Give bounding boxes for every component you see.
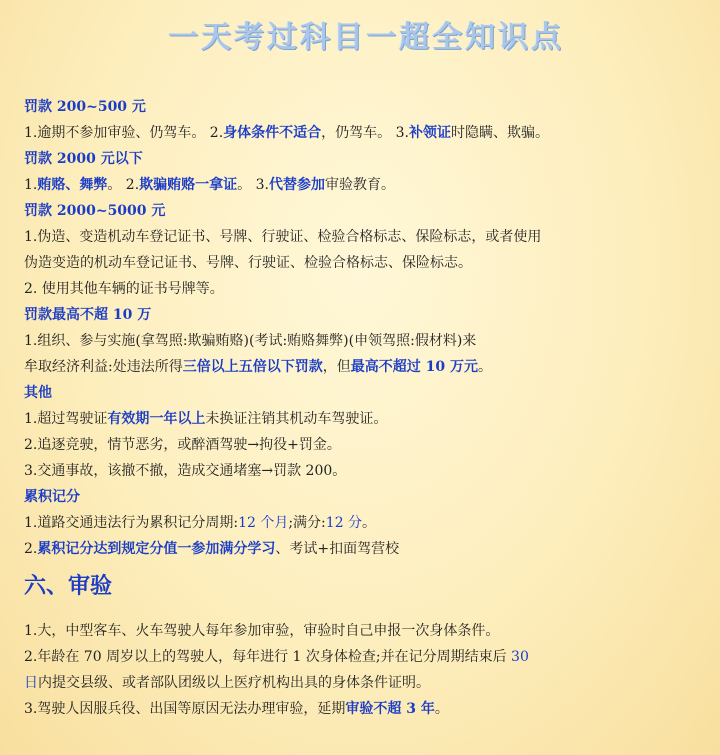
text-line <box>24 328 708 354</box>
text-line <box>24 224 708 250</box>
highlight-text: 12 分 <box>325 515 363 531</box>
spacer <box>24 610 708 618</box>
highlight-text: 累积记分达到规定分值一参加满分学习 <box>37 541 276 557</box>
content <box>24 94 708 722</box>
body-text: ，仍驾车。 3. <box>321 125 409 141</box>
body-text: 。 <box>434 701 449 717</box>
body-text: 3.驾驶人因服兵役、出国等原因无法办理审验，延期 <box>24 701 346 717</box>
page-title: 一天考过科目一超全知识点 <box>168 20 564 55</box>
body-text: ，但 <box>322 359 351 375</box>
highlight-text: 三倍以上五倍以下罚款 <box>182 359 323 375</box>
body-text: ;满分: <box>288 515 326 531</box>
body-text: 牟取经济利益:处违法所得 <box>24 359 183 375</box>
body-text: 审验教育。 <box>324 177 395 193</box>
body-text: 。 <box>477 359 492 375</box>
highlight-text: 日 <box>24 675 38 691</box>
body-text: 伪造变造的机动车登记证书、号牌、行驶证、检验合格标志、保险标志。 <box>24 255 472 271</box>
text-line <box>24 670 708 696</box>
highlight-text: 30 <box>511 649 529 665</box>
text-line <box>24 644 708 670</box>
section-heading: 罚款 2000~5000 元 <box>24 203 166 219</box>
body-text: 。 <box>362 515 377 531</box>
body-text: 1.逾期不参加审验、仍驾车。 2. <box>24 125 224 141</box>
text-line <box>24 696 708 722</box>
section-heading: 累积记分 <box>24 489 80 505</box>
body-text: 2.追逐竞驶，情节恶劣，或醉酒驾驶→拘役+罚金。 <box>24 437 341 453</box>
body-text: 1.组织、参与实施(拿驾照:欺骗贿赂)(考试:贿赂舞弊)(申领驾照:假材料)来 <box>24 333 477 349</box>
body-text: 1.道路交通违法行为累积记分周期: <box>24 515 239 531</box>
highlight-text: 补领证 <box>408 125 451 141</box>
body-text: 时隐瞒、欺骗。 <box>450 125 549 141</box>
text-line <box>24 618 708 644</box>
highlight-text: 身体条件不适合 <box>223 125 322 141</box>
body-text: 2.年龄在 70 周岁以上的驾驶人，每年进行 1 次身体检查;并在记分周期结束后 <box>24 649 512 665</box>
highlight-text: 审验不超 3 年 <box>345 701 435 717</box>
highlight-text: 贿赂、舞弊 <box>37 177 108 193</box>
text-line <box>24 276 708 302</box>
text-line <box>24 510 708 536</box>
text-line <box>24 354 708 380</box>
body-text: 1.超过驾驶证 <box>24 411 108 427</box>
text-line <box>24 172 708 198</box>
section-heading: 罚款 200~500 元 <box>24 99 146 115</box>
highlight-text: 有效期一年以上 <box>107 411 206 427</box>
text-line <box>24 120 708 146</box>
body-text: 。 2. <box>107 177 140 193</box>
body-text: 。 3. <box>237 177 269 193</box>
body-text: 未换证注销其机动车驾驶证。 <box>205 411 388 427</box>
body-text: 1.大，中型客车、火车驾驶人每年参加审验，审验时自己申报一次身体条件。 <box>24 623 500 639</box>
body-text: 内提交县级、或者部队团级以上医疗机构出具的身体条件证明。 <box>38 675 430 691</box>
body-text: 1. <box>24 177 38 193</box>
text-line <box>24 250 708 276</box>
text-line <box>24 458 708 484</box>
body-text: 1.伪造、变造机动车登记证书、号牌、行驶证、检验合格标志、保险标志，或者使用 <box>24 229 542 245</box>
text-line <box>24 432 708 458</box>
section-heading: 罚款 2000 元以下 <box>24 151 143 167</box>
section-heading: 其他 <box>24 385 52 401</box>
text-line <box>24 406 708 432</box>
review-heading: 六、审验 <box>24 574 113 599</box>
highlight-text: 欺骗贿赂一拿证 <box>139 177 238 193</box>
body-text: 、考试+扣面驾营校 <box>275 541 400 557</box>
body-text: 2. 使用其他车辆的证书号牌等。 <box>24 281 224 297</box>
highlight-text: 12 个月 <box>238 515 289 531</box>
highlight-text: 最高不超过 10 万元 <box>350 359 478 375</box>
section-heading: 罚款最高不超 10 万 <box>24 307 152 323</box>
body-text: 3.交通事故，该撤不撤，造成交通堵塞→罚款 200。 <box>24 463 347 479</box>
body-text: 2. <box>24 541 38 557</box>
highlight-text: 代替参加 <box>268 177 325 193</box>
text-line <box>24 536 708 562</box>
